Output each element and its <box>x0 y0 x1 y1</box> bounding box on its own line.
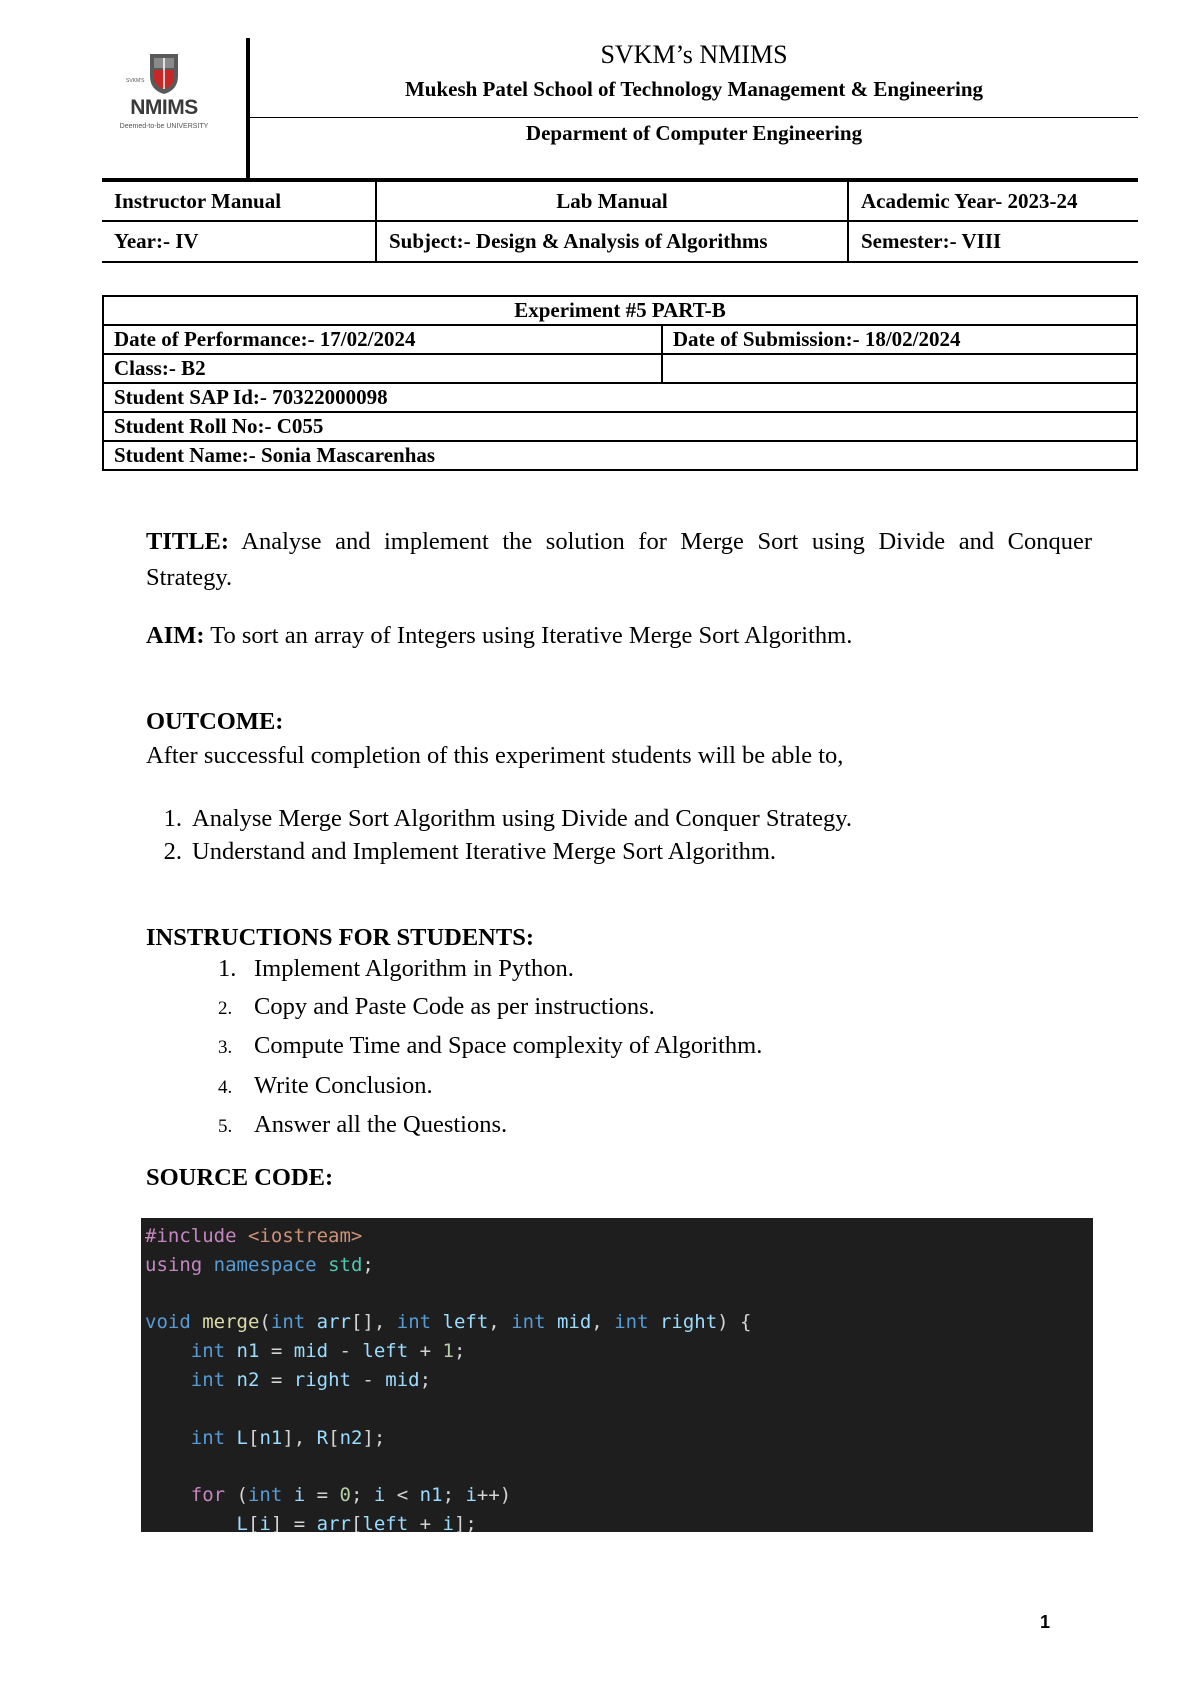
list-item <box>218 1027 762 1067</box>
list-number: 5. <box>218 1116 233 1137</box>
code-line: int n2 = right - mid; <box>190 1368 432 1391</box>
outcome-heading: OUTCOME: <box>146 708 284 735</box>
table-row <box>103 412 1137 441</box>
list-number: 2. <box>163 838 182 865</box>
code-block <box>141 1218 1093 1532</box>
code-line: void merge(int arr[], int left, int mid, int right) { <box>145 1311 752 1334</box>
list-number: 2. <box>218 997 233 1019</box>
aim-label: AIM: <box>146 622 205 649</box>
list-number: 1. <box>163 805 182 832</box>
list-number: 4. <box>218 1076 233 1098</box>
title-label: TITLE: <box>146 528 230 555</box>
source-code-heading: SOURCE CODE: <box>146 1164 334 1191</box>
experiment-heading: Experiment #5 PART-B <box>103 296 1137 325</box>
code-line: for (int i = 0; i < n1; i++) <box>190 1484 512 1507</box>
school-name: Mukesh Patel School of Technology Management & Engineering <box>404 77 984 101</box>
manual-name-cell: Lab Manual <box>376 180 848 221</box>
logo-tagline: Deemed-to-be UNIVERSITY <box>119 123 209 130</box>
empty-cell <box>662 354 1137 383</box>
list-item <box>146 835 852 868</box>
list-text: Copy and Paste Code as per instructions. <box>254 992 655 1020</box>
department-name: Deparment of Computer Engineering <box>525 121 863 145</box>
list-item <box>218 1067 762 1107</box>
table-row <box>103 383 1137 412</box>
list-text: Analyse Merge Sort Algorithm using Divide and Conquer Strategy. <box>192 805 853 832</box>
table-row <box>102 221 1138 262</box>
code-line: int n1 = mid - left + 1; <box>190 1340 466 1363</box>
list-text: Implement Algorithm in Python. <box>254 955 574 982</box>
page-number: 1 <box>1040 1612 1051 1632</box>
code-line: int L[n1], R[n2]; <box>190 1426 386 1449</box>
list-text: Answer all the Questions. <box>254 1111 508 1138</box>
shield-logo-icon <box>118 52 210 96</box>
class-cell: Class:- B2 <box>103 354 662 383</box>
aim-paragraph <box>146 618 1092 654</box>
title-paragraph <box>146 524 1092 596</box>
outcome-list <box>146 802 852 868</box>
student-sap-id: Student SAP Id:- 70322000098 <box>103 383 1137 412</box>
list-text: Understand and Implement Iterative Merge Sort Algorithm. <box>192 838 777 865</box>
list-text: Compute Time and Space complexity of Algorithm. <box>254 1032 763 1059</box>
code-line <box>145 1280 1089 1309</box>
student-roll-no: Student Roll No:- C055 <box>103 412 1137 441</box>
instructions-list <box>218 950 762 1146</box>
year-cell: Year:- IV <box>102 221 376 262</box>
table-row <box>102 180 1138 221</box>
student-name: Student Name:- Sonia Mascarenhas <box>103 441 1137 470</box>
code-line: #include <iostream> <box>145 1225 363 1247</box>
code-line <box>145 1395 1089 1424</box>
instructions-heading: INSTRUCTIONS FOR STUDENTS: <box>146 924 535 951</box>
list-item <box>218 1106 762 1146</box>
semester-cell: Semester:- VIII <box>848 221 1138 262</box>
outcome-intro: After successful completion of this experiment students will be able to, <box>146 742 844 769</box>
list-item <box>218 988 762 1028</box>
table-row <box>103 441 1137 470</box>
list-item <box>218 950 762 988</box>
table-row <box>103 296 1137 325</box>
table-row <box>103 325 1137 354</box>
code-line: using namespace std; <box>145 1253 374 1276</box>
header-divider-horizontal <box>250 117 1138 118</box>
table-row <box>103 354 1137 383</box>
logo-small-text: SVKM'S <box>126 78 145 84</box>
manual-info-table <box>102 178 1138 263</box>
list-number: 1. <box>218 955 237 982</box>
institution-name: SVKM’s NMIMS <box>600 40 788 69</box>
code-content <box>145 1222 1089 1532</box>
academic-year-cell: Academic Year- 2023-24 <box>848 180 1138 221</box>
list-text: Write Conclusion. <box>254 1071 433 1099</box>
title-text: Analyse and implement the solution for Merge Sort using Divide and Conquer Strategy. <box>146 528 1092 591</box>
nmims-logo <box>118 52 210 136</box>
code-line <box>145 1452 1089 1481</box>
list-number: 3. <box>218 1037 233 1058</box>
date-of-performance: Date of Performance:- 17/02/2024 <box>103 325 662 354</box>
list-item <box>146 802 852 835</box>
subject-cell: Subject:- Design & Analysis of Algorithms <box>376 221 848 262</box>
experiment-details-table <box>102 295 1138 471</box>
code-line: L[i] = arr[left + i]; <box>236 1512 477 1532</box>
aim-text: To sort an array of Integers using Iterative Merge Sort Algorithm. <box>204 622 853 649</box>
logo-wordmark: NMIMS <box>130 96 198 119</box>
manual-type-cell: Instructor Manual <box>102 180 376 221</box>
date-of-submission: Date of Submission:- 18/02/2024 <box>662 325 1137 354</box>
